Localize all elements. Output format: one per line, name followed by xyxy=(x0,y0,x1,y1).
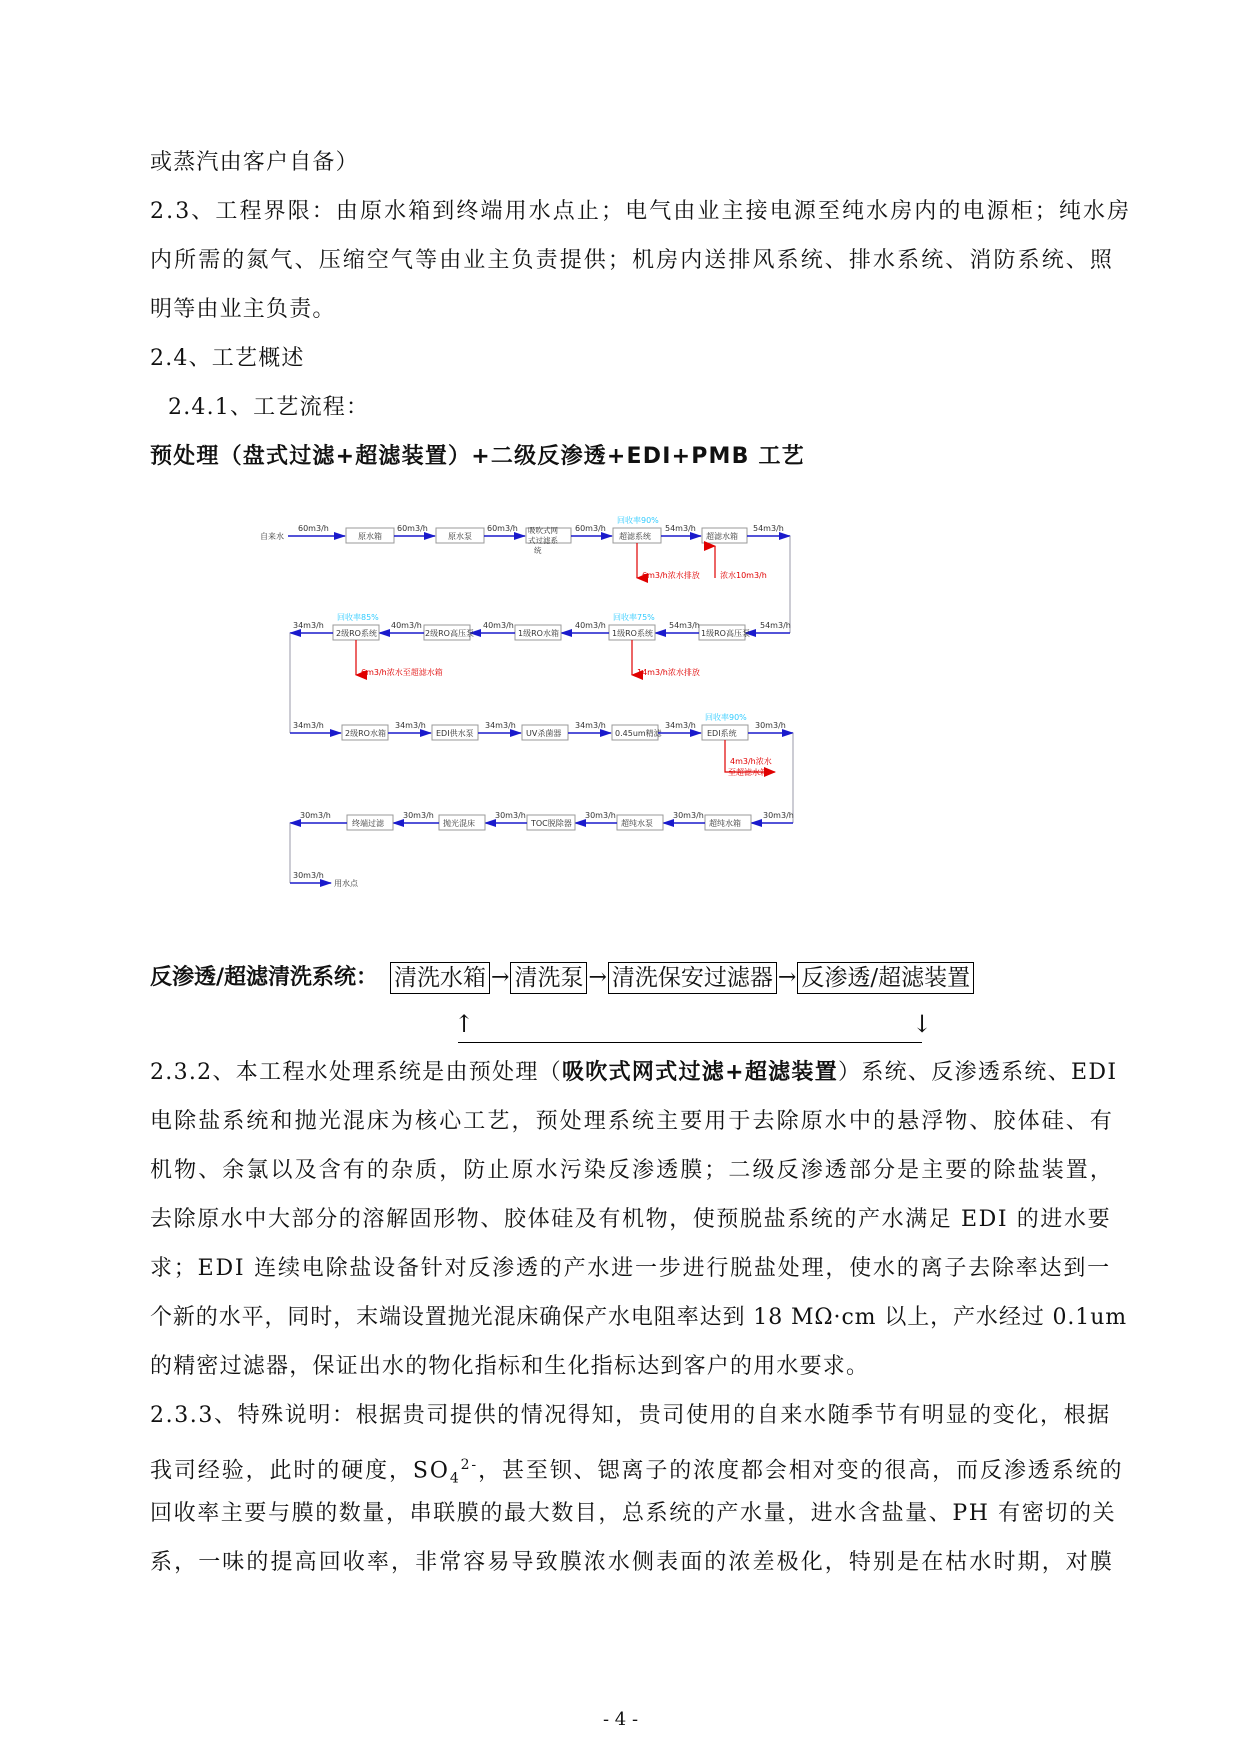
flow-label: 30m3/h xyxy=(755,721,786,730)
recovery-label: 回收率75% xyxy=(613,613,655,622)
process-box-label: 终端过滤 xyxy=(352,819,384,828)
subsection-heading: 2.4.1、工艺流程： xyxy=(168,395,370,420)
process-flow-diagram xyxy=(245,500,845,900)
cleaning-system-row xyxy=(150,962,974,994)
arrow-right: → xyxy=(777,965,797,990)
flow-label: 34m3/h xyxy=(485,721,516,730)
process-box-label: 原水泵 xyxy=(448,532,472,541)
return-line xyxy=(458,1042,922,1043)
process-box-label: 1级RO水箱 xyxy=(518,629,559,638)
flow-label: 54m3/h xyxy=(753,524,784,533)
cleaning-box: 清洗水箱 xyxy=(390,962,490,994)
subscript: 4 xyxy=(449,1470,461,1487)
arrow-down: ↓ xyxy=(912,1010,933,1038)
flow-label: 40m3/h xyxy=(391,621,422,630)
text-line: 2.3、工程界限：由原水箱到终端用水点止；电气由业主接电源至纯水房内的电源柜；纯水房 xyxy=(150,199,1132,224)
flow-label: 34m3/h xyxy=(293,621,324,630)
flow-label: 60m3/h xyxy=(298,524,329,533)
flow-label: 54m3/h xyxy=(669,621,700,630)
drain-label: 4m3/h浓水 xyxy=(730,757,772,766)
text-line: 回收率主要与膜的数量，串联膜的最大数目，总系统的产水量，进水含盐量、PH 有密切的关 xyxy=(150,1501,1117,1526)
process-box-label: 0.45um精滤 xyxy=(615,729,662,738)
flow-label: 54m3/h xyxy=(665,524,696,533)
drain-label: 至超滤水箱 xyxy=(728,768,768,777)
process-box-label: 吸吹式网 xyxy=(528,526,558,535)
process-box-label: 1级RO高压泵 xyxy=(701,629,750,638)
process-box-label: 1级RO系统 xyxy=(612,629,653,638)
arrow-up: ↑ xyxy=(454,1010,475,1038)
text-line: 求；EDI 连续电除盐设备针对反渗透的产水进一步进行脱盐处理，使水的离子去除率达到一 xyxy=(150,1256,1111,1281)
process-box-label: EDI系统 xyxy=(707,729,737,738)
cleaning-box: 清洗泵 xyxy=(510,962,587,994)
text-line: 机物、余氯以及含有的杂质，防止原水污染反渗透膜；二级反渗透部分是主要的除盐装置， xyxy=(150,1158,1115,1183)
recovery-label: 回收率90% xyxy=(617,516,659,525)
drain-label: 浓水10m3/h xyxy=(720,571,767,580)
text-span: ）系统、反渗透系统、EDI xyxy=(838,1060,1118,1085)
arrow-right: → xyxy=(491,965,510,990)
cleaning-label: 反渗透/超滤清洗系统： xyxy=(150,965,379,990)
flow-label: 54m3/h xyxy=(760,621,791,630)
text-line xyxy=(150,1450,1144,1494)
section-heading: 2.4、工艺概述 xyxy=(150,346,305,371)
process-box-label: UV杀菌器 xyxy=(526,729,562,738)
flow-label: 40m3/h xyxy=(575,621,606,630)
process-box-label: 式过滤系 xyxy=(528,536,558,545)
flow-label: 60m3/h xyxy=(397,524,428,533)
drain-label: 6m3/h浓水排放 xyxy=(642,571,700,580)
text-span-bold: 吸吹式网式过滤+超滤装置 xyxy=(561,1060,839,1085)
text-line: 内所需的氮气、压缩空气等由业主负责提供；机房内送排风系统、排水系统、消防系统、照 xyxy=(150,248,1115,273)
process-box-label: 2级RO系统 xyxy=(336,629,377,638)
flow-label: 34m3/h xyxy=(575,721,606,730)
cleaning-box: 清洗保安过滤器 xyxy=(608,962,777,994)
flow-label: 40m3/h xyxy=(483,621,514,630)
process-box-label: 超滤系统 xyxy=(619,532,651,541)
text-span: 2.3.2、本工程水处理系统是由预处理（ xyxy=(150,1060,562,1085)
drain-label: 6m3/h浓水至超滤水箱 xyxy=(361,668,443,677)
text-line: 的精密过滤器，保证出水的物化指标和生化指标达到客户的用水要求。 xyxy=(150,1354,870,1379)
process-box-label: 2级RO高压泵 xyxy=(425,629,474,638)
source-label: 自来水 xyxy=(260,532,284,541)
text-line: 或蒸汽由客户自备） xyxy=(150,150,359,175)
process-box-label: TOC脱除器 xyxy=(531,819,572,828)
text-span: 我司经验，此时的硬度，SO xyxy=(150,1458,450,1484)
drain-label: 14m3/h浓水排放 xyxy=(637,668,700,677)
end-point-label: 用水点 xyxy=(334,879,358,888)
flow-label: 34m3/h xyxy=(395,721,426,730)
text-line: 电除盐系统和抛光混床为核心工艺，预处理系统主要用于去除原水中的悬浮物、胶体硅、有 xyxy=(150,1109,1115,1134)
recovery-label: 回收率85% xyxy=(337,613,379,622)
process-box-label: 超纯水泵 xyxy=(621,819,653,828)
flow-label: 30m3/h xyxy=(403,811,434,820)
flow-label: 60m3/h xyxy=(575,524,606,533)
text-line: 2.3.3、特殊说明：根据贵司提供的情况得知，贵司使用的自来水随季节有明显的变化，根据 xyxy=(150,1403,1111,1428)
text-span: ，甚至钡、锶离子的浓度都会相对变的很高，而反渗透系统的 xyxy=(478,1458,1124,1484)
flow-label: 34m3/h xyxy=(293,721,324,730)
process-box-label: 统 xyxy=(534,546,542,555)
flow-label: 30m3/h xyxy=(300,811,331,820)
arrow-right: → xyxy=(588,965,607,990)
flow-label: 60m3/h xyxy=(487,524,518,533)
recovery-label: 回收率90% xyxy=(705,713,747,722)
cleaning-box: 反渗透/超滤装置 xyxy=(797,962,974,994)
flow-label: 30m3/h xyxy=(495,811,526,820)
flow-label: 30m3/h xyxy=(763,811,794,820)
text-line xyxy=(150,1058,1144,1088)
text-line: 去除原水中大部分的溶解固形物、胶体硅及有机物，使预脱盐系统的产水满足 EDI 的进水要 xyxy=(150,1207,1112,1232)
process-box-label: 2级RO水箱 xyxy=(345,729,386,738)
process-box-label: EDI供水泵 xyxy=(436,729,474,738)
superscript: 2- xyxy=(460,1457,479,1473)
process-box-label: 抛光混床 xyxy=(443,819,475,828)
flow-label: 30m3/h xyxy=(585,811,616,820)
flow-label: 34m3/h xyxy=(665,721,696,730)
text-line: 系，一味的提高回收率，非常容易导致膜浓水侧表面的浓差极化，特别是在枯水时期，对膜 xyxy=(150,1550,1115,1575)
process-title: 预处理（盘式过滤+超滤装置）+二级反渗透+EDI+PMB 工艺 xyxy=(150,444,805,469)
flow-label: 30m3/h xyxy=(673,811,704,820)
process-box-label: 超滤水箱 xyxy=(706,532,738,541)
page-number: - 4 - xyxy=(602,1709,639,1730)
process-box-label: 超纯水箱 xyxy=(709,819,741,828)
text-line: 明等由业主负责。 xyxy=(150,297,336,322)
text-line: 个新的水平，同时，末端设置抛光混床确保产水电阻率达到 18 MΩ·cm 以上，产水经过 0.1um xyxy=(150,1305,1128,1330)
flow-label: 30m3/h xyxy=(293,871,324,880)
process-box-label: 原水箱 xyxy=(358,532,382,541)
